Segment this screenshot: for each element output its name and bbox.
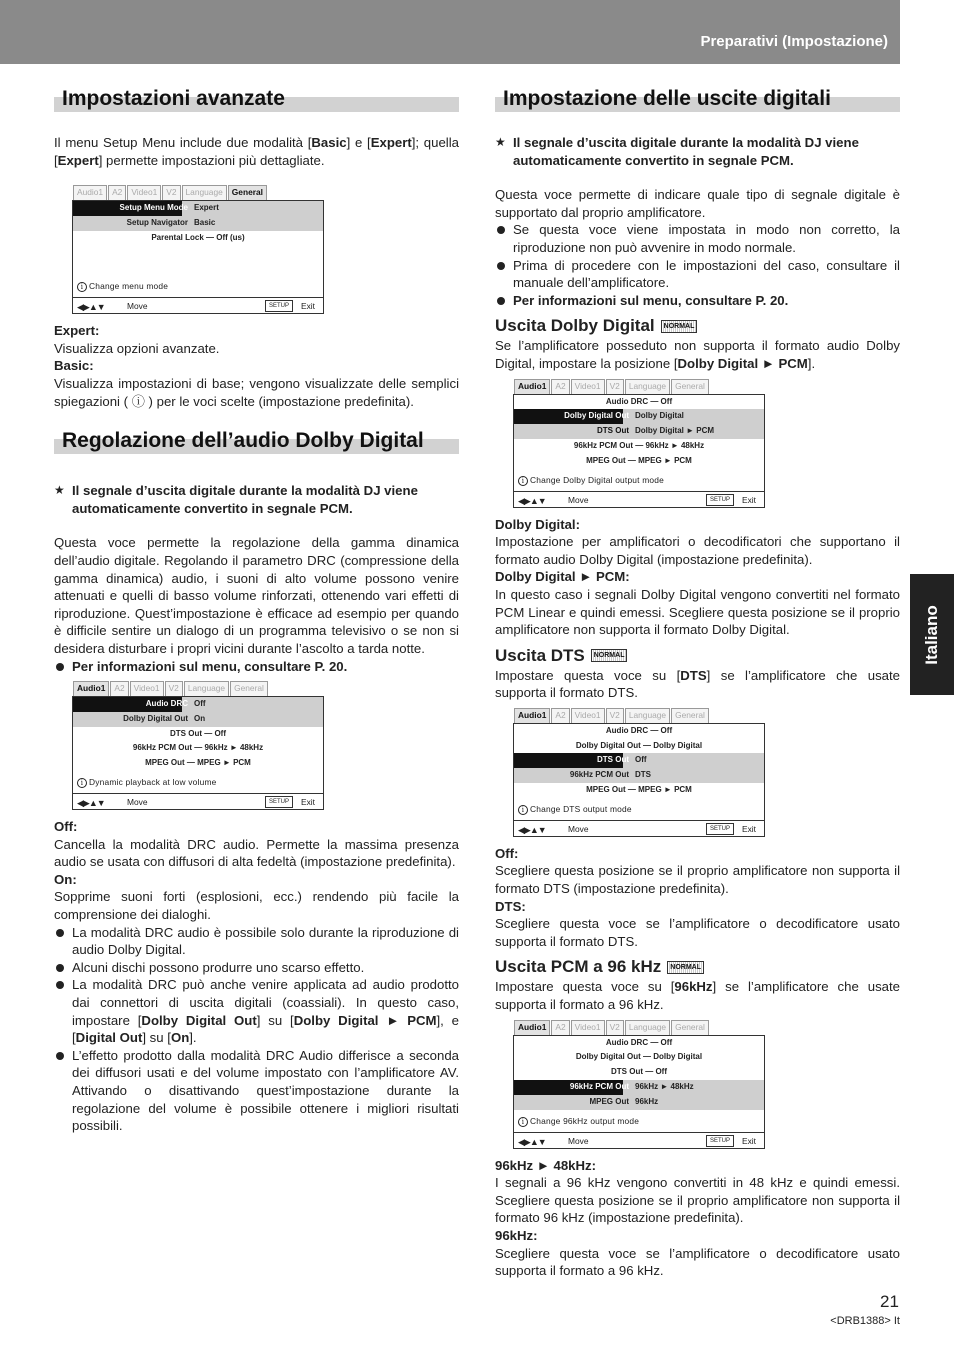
normal-mode-icon: NORMAL (667, 961, 704, 974)
menu-row[interactable]: MPEG Out — MPEG ► PCM (145, 758, 251, 768)
info-icon: i (77, 778, 87, 788)
menu-row[interactable]: Audio DRC — Off (605, 1037, 673, 1047)
section-heading-dolby-drc (54, 428, 459, 458)
section-heading-digital-outputs (495, 86, 900, 116)
screen-hint: i Dynamic playback at low volume (77, 775, 217, 790)
menu-row[interactable]: Audio DRC Off (73, 697, 323, 712)
screen-hint: i Change menu mode (77, 279, 168, 294)
normal-mode-icon: NORMAL (591, 649, 628, 662)
screen-footer: ◀▶▲▼ Move SETUP Exit (73, 297, 323, 313)
subsection-title-dolby: Uscita Dolby Digital NORMAL (495, 315, 900, 337)
tab-v2[interactable]: V2 (606, 708, 624, 723)
menu-row[interactable]: MPEG Out — MPEG ► PCM (586, 785, 692, 795)
menu-row[interactable]: DTS Out Dolby Digital ► PCM (514, 424, 764, 439)
screen-footer: ◀▶▲▼ Move SETUP Exit (514, 491, 764, 507)
section-title: Regolazione dell’audio Dolby Digital (62, 429, 424, 453)
info-icon: i (518, 805, 528, 815)
subsection-title-pcm: Uscita PCM a 96 kHz NORMAL (495, 956, 900, 978)
menu-row[interactable]: 96kHz PCM Out DTS (514, 768, 764, 783)
tab-a2[interactable]: A2 (551, 708, 569, 723)
list-item: La modalità DRC può anche venire applicata ad audio prodotto dai connettori di uscita digitali (coassiali). In questo caso, impostare [Dolby Digital Out] su [Dolby Digital ► PCM], e [Digital Out] su [On]. (54, 976, 459, 1046)
tab-v2[interactable]: V2 (165, 681, 183, 696)
setup-screen-pcm (513, 1020, 765, 1149)
header-bar (0, 0, 900, 64)
screen-hint: i Change DTS output mode (518, 802, 632, 817)
menu-row[interactable]: DTS Out Off (514, 753, 764, 768)
tab-audio1[interactable]: Audio1 (73, 185, 107, 200)
tab-general[interactable]: General (671, 1020, 709, 1035)
language-side-tab (910, 574, 954, 695)
screen-body (513, 723, 765, 837)
subsection-title-dts: Uscita DTS NORMAL (495, 645, 900, 667)
menu-row[interactable]: Dolby Digital Out On (73, 712, 323, 727)
setup-screen-general (72, 185, 324, 314)
header-title: Preparativi (Impostazione) (700, 33, 888, 50)
arrow-keys-icon: ◀▶▲▼ (518, 824, 546, 835)
arrow-keys-icon: ◀▶▲▼ (77, 302, 105, 313)
tab-language[interactable]: Language (625, 379, 670, 394)
menu-row[interactable]: Audio DRC — Off (605, 725, 673, 735)
tab-audio1[interactable]: Audio1 (73, 681, 109, 696)
menu-row[interactable]: Audio DRC — Off (605, 396, 673, 406)
tab-audio1[interactable]: Audio1 (514, 1020, 550, 1035)
list-item: La modalità DRC audio è possibile solo durante la riproduzione di audio Dolby Digital. (54, 924, 459, 959)
side-tab-label: Italiano (922, 604, 941, 665)
tab-video1[interactable]: Video1 (571, 708, 605, 723)
menu-row[interactable]: 96kHz PCM Out 96kHz ► 48kHz (514, 1080, 764, 1095)
setup-button[interactable]: SETUP (706, 1135, 734, 1147)
tab-v2[interactable]: V2 (606, 1020, 624, 1035)
menu-row[interactable]: 96kHz PCM Out — 96kHz ► 48kHz (132, 743, 264, 753)
section-heading-advanced (54, 86, 459, 116)
menu-row[interactable]: Dolby Digital Out Dolby Digital (514, 409, 764, 424)
tab-a2[interactable]: A2 (110, 681, 128, 696)
tab-general[interactable]: General (228, 185, 267, 200)
setup-button[interactable]: SETUP (265, 300, 293, 312)
left-column: Impostazioni avanzate Il menu Setup Menu include due modalità [Basic] e [Expert]; quella [Expert] permette impostazioni più dettagliate. Audio1 A2 Video1 V2 Language General Setup Menu Mode Expert Setup Navigator Basic Parental Lock — Off (us) i Change menu mode ◀▶▲▼ Move SETUP Exit Expert: Visualizza opzioni avanzate. Basic: Visualizza impostazioni di base; vengono visualizzate delle semplici spiegazioni ( ⓘ ) per le voci scelte (impostazione predefinita). Regolazione dell’audio Dolby Digital ★ Il segnale d’uscita digitale durante la modalità DJ viene automaticamente convertito in segnale PCM. Questa voce permette la regolazione della gamma dinamica dell’audio digitale. Regolando il parametro DRC (compressione della gamma dinamica) audio, i suoni di alto volume possono venire attenuati e quelli di basso volume rinforzati, ottenendo vari effetti di riproduzione. Quest’impostazione è efficace ad esempio per quando è difficile sentire un dialogo di un programma televisivo o se non si desidera disturbare i propri vicini durante l’ascolto a tarda notte. Per informazioni sul menu, consultare P. 20. Audio1 A2 Video1 V2 Language General Audio DRC Off Dolby Digital Out On DTS Out — Off 96kHz PCM Out — 96kHz ► 48kHz MPEG Out — MPEG ► PCM i Dynamic playback at low volume ◀▶▲▼ Move SETUP Exit Off: Cancella la modalità DRC audio. Permette la massima presenza audio se usata con diffusori di alta fedeltà (impostazione predefinita). On: Sopprime suoni forti (esplosioni, ecc.) rendendo più facile la comprensione dei dialoghi. La modalità DRC audio è possibile solo durante la riproduzione di audio Dolby Digital. Alcuni dischi possono produrre uno scarso effetto. La modalità DRC può anche venire applicata ad audio prodotto dai connettori di uscita digitali (coassiali). In questo caso, impostare [Dolby Digital Out] su [Dolby Digital ► PCM], e [Digital Out] su [On]. L’effetto prodotto dalla modalità DRC Audio differisce a seconda dei diffusori usati e del volume impostato con l’amplificatore AV. Attivando o disattivando quest’impostazione durante la regolazione del volume è possibile ottenere i migliori risultati possibili. (54, 86, 459, 1135)
tab-language[interactable]: Language (625, 1020, 670, 1035)
section-title: Impostazione delle uscite digitali (503, 87, 831, 110)
arrow-keys-icon: ◀▶▲▼ (77, 798, 105, 809)
tab-language[interactable]: Language (184, 681, 229, 696)
menu-row[interactable]: DTS Out — Off (611, 1067, 667, 1077)
menu-row[interactable]: Setup Menu Mode Expert (73, 201, 323, 216)
setup-screen-dolby (513, 379, 765, 508)
screen-footer: ◀▶▲▼ Move SETUP Exit (514, 1132, 764, 1148)
screen-tabs (73, 681, 324, 696)
menu-row[interactable]: MPEG Out 96kHz (514, 1095, 764, 1110)
tab-language[interactable]: Language (182, 185, 227, 200)
arrow-keys-icon: ◀▶▲▼ (518, 495, 546, 506)
setup-button[interactable]: SETUP (265, 796, 293, 808)
right-column: Impostazione delle uscite digitali ★ Il segnale d’uscita digitale durante la modalità DJ viene automaticamente convertito in segnale PCM. Questa voce permette di indicare quale tipo di segnale digitale è supportato dal proprio amplificatore. Se questa voce viene impostata in modo non corretto, la riproduzione non può avvenire in modo normale. Prima di procedere con le impostazioni del caso, consultare il manuale dell’amplificatore. Per informazioni sul menu, consultare P. 20. Uscita Dolby Digital NORMAL Se l’amplificatore posseduto non supporta il formato audio Dolby Digital, impostare la posizione [Dolby Digital ► PCM]. Audio1 A2 Video1 V2 Language General Audio DRC — Off Dolby Digital Out Dolby Digital DTS Out Dolby Digital ► PCM 96kHz PCM Out — 96kHz ► 48kHz MPEG Out — MPEG ► PCM i Change Dolby Digital output mode ◀▶▲▼ Move SETUP Exit Dolby Digital: Impostazione per amplificatori o decodificatori che supportano il formato audio Dolby Digital (impostazione predefinita). Dolby Digital ► PCM: In questo caso i segnali Dolby Digital vengono convertiti nel formato PCM Linear e quindi emessi. Scegliere questa posizione se il proprio amplificatore non supporta il formato Dolby Digital. Uscita DTS NORMAL Impostare questa voce su [DTS] se l’amplificatore che usate supporta il formato DTS. Audio1 A2 Video1 V2 Language General Audio DRC — Off Dolby Digital Out — Dolby Digital DTS Out Off 96kHz PCM Out DTS MPEG Out — MPEG ► PCM i Change DTS output mode ◀▶▲▼ Move SETUP Exit Off: Scegliere questa posizione se il proprio amplificatore non supporta il formato DTS (impostazione predefinita). DTS: Scegliere questa voce se l’amplificatore o decodificatore usato supporta il formato DTS. Uscita PCM a 96 kHz NORMAL Impostare questa voce su [96kHz] se l’amplificatore che usate supporta il formato a 96 kHz. Audio1 A2 Video1 V2 Language General Audio DRC — Off Dolby Digital Out — Dolby Digital DTS Out — Off 96kHz PCM Out 96kHz ► 48kHz MPEG Out 96kHz i Change 96kHz output mode ◀▶▲▼ Move SETUP Exit 96kHz ► 48kHz: I segnali a 96 kHz vengono convertiti in 48 kHz e quindi emessi. Scegliere questa posizione se il proprio amplificatore non supporta il formato 96 kHz (impostazione predefinita). 96kHz: Scegliere questa voce se l’amplificatore o decodificatore usato supporta il formato a 96 kHz. (495, 86, 900, 1280)
tab-video1[interactable]: Video1 (127, 185, 161, 200)
info-icon: i (518, 476, 528, 486)
tab-a2[interactable]: A2 (108, 185, 126, 200)
tab-video1[interactable]: Video1 (571, 379, 605, 394)
page-number: 21 (880, 1292, 899, 1311)
menu-row[interactable]: 96kHz PCM Out — 96kHz ► 48kHz (573, 440, 705, 450)
menu-row[interactable]: Parental Lock — Off (us) (151, 232, 245, 242)
dj-mode-note: ★ Il segnale d’uscita digitale durante la modalità DJ viene automaticamente convertito in segnale PCM. (54, 482, 459, 517)
tab-video1[interactable]: Video1 (571, 1020, 605, 1035)
screen-tabs (73, 185, 324, 200)
screen-footer: ◀▶▲▼ Move SETUP Exit (73, 793, 323, 809)
tab-language[interactable]: Language (625, 708, 670, 723)
screen-tabs (514, 708, 765, 723)
setup-screen-audio-drc (72, 681, 324, 810)
tab-v2[interactable]: V2 (606, 379, 624, 394)
advanced-intro: Il menu Setup Menu include due modalità [Basic] e [Expert]; quella [Expert] permette impostazioni più dettagliate. (54, 135, 459, 168)
menu-row[interactable]: MPEG Out — MPEG ► PCM (586, 455, 692, 465)
list-item: L’effetto prodotto dalla modalità DRC Audio differisce a seconda dei diffusori usati e del volume impostato con l’amplificatore AV. Attivando o disattivando quest’impostazione durante la regolazione del volume è possibile ottenere i migliori risultati possibili. (54, 1047, 459, 1135)
arrow-keys-icon: ◀▶▲▼ (518, 1136, 546, 1147)
screen-tabs (514, 1020, 765, 1035)
screen-body (513, 394, 765, 508)
screen-tabs (514, 379, 765, 394)
screen-footer: ◀▶▲▼ Move SETUP Exit (514, 820, 764, 836)
menu-reference: Per informazioni sul menu, consultare P. 20. (54, 658, 459, 676)
tab-general[interactable]: General (671, 379, 709, 394)
menu-row[interactable]: Dolby Digital Out — Dolby Digital (575, 740, 703, 750)
screen-hint: i Change Dolby Digital output mode (518, 473, 664, 488)
tab-v2[interactable]: V2 (162, 185, 180, 200)
setup-button[interactable]: SETUP (706, 494, 734, 506)
info-icon: i (518, 1117, 528, 1127)
document-code: <DRB1388> It (830, 1315, 900, 1327)
screen-body (513, 1035, 765, 1149)
screen-body (72, 696, 324, 810)
list-item: Alcuni dischi possono produrre uno scarso effetto. (54, 959, 459, 977)
screen-hint: i Change 96kHz output mode (518, 1114, 639, 1129)
info-icon: i (77, 282, 87, 292)
tab-audio1[interactable]: Audio1 (514, 708, 550, 723)
tab-general[interactable]: General (230, 681, 268, 696)
setup-screen-dts (513, 708, 765, 837)
section-title: Impostazioni avanzate (62, 87, 285, 110)
menu-row[interactable]: Dolby Digital Out — Dolby Digital (575, 1052, 703, 1062)
normal-mode-icon: NORMAL (661, 320, 698, 333)
tab-general[interactable]: General (671, 708, 709, 723)
screen-body (72, 200, 324, 314)
menu-row[interactable]: DTS Out — Off (170, 728, 226, 738)
dj-mode-note: ★ Il segnale d’uscita digitale durante la modalità DJ viene automaticamente convertito in segnale PCM. (495, 134, 900, 169)
menu-row[interactable]: Setup Navigator Basic (73, 216, 323, 231)
list-item: Prima di procedere con le impostazioni del caso, consultare il manuale dell’amplificatore. (495, 257, 900, 292)
menu-reference: Per informazioni sul menu, consultare P. 20. (495, 292, 900, 310)
tab-video1[interactable]: Video1 (130, 681, 164, 696)
tab-a2[interactable]: A2 (551, 1020, 569, 1035)
tab-audio1[interactable]: Audio1 (514, 379, 550, 394)
list-item: Se questa voce viene impostata in modo non corretto, la riproduzione non può avvenire in modo normale. (495, 221, 900, 256)
drc-paragraph: Questa voce permette la regolazione della gamma dinamica dell’audio digitale. Regolando il parametro DRC (compressione della gamma dinamica) audio, i suoni di alto volume possono venire attenuati e quelli di basso volume rinforzati, ottenendo vari effetti di riproduzione. Quest’impostazione è efficace ad esempio per quando è difficile sentire un dialogo di un programma televisivo o se non si desidera disturbare i propri vicini durante l’ascolto a tarda notte. (54, 535, 459, 656)
setup-button[interactable]: SETUP (706, 823, 734, 835)
tab-a2[interactable]: A2 (551, 379, 569, 394)
